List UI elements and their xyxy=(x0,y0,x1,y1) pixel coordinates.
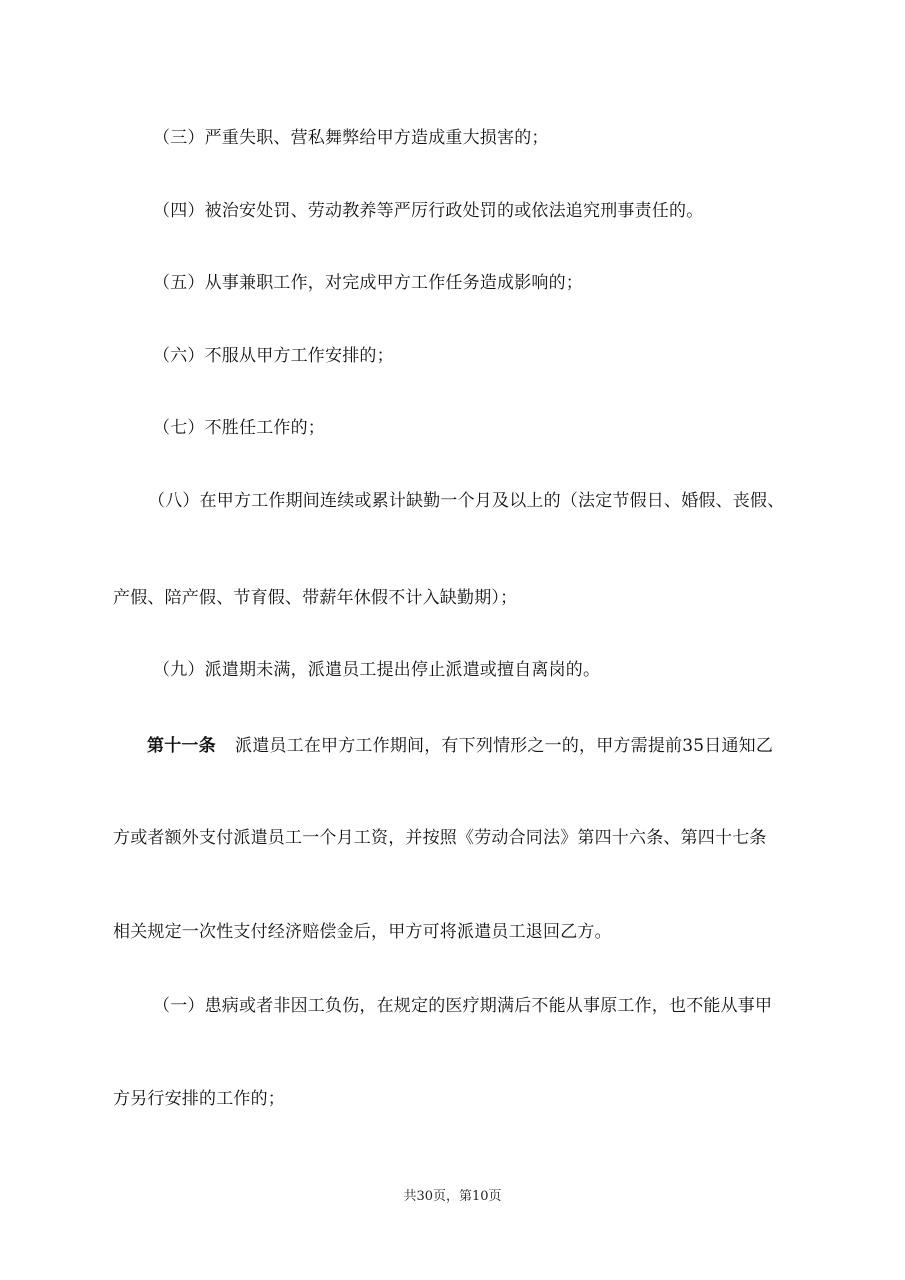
list-item-5: （五）从事兼职工作，对完成甲方工作任务造成影响的； xyxy=(153,273,583,293)
list-item-4: （四）被治安处罚、劳动教养等严厉行政处罚的或依法追究刑事责任的。 xyxy=(153,201,704,221)
list-item-9: （九）派遣期未满，派遣员工提出停止派遣或擅自离岗的。 xyxy=(153,660,601,680)
list-item-3: （三）严重失职、营私舞弊给甲方造成重大损害的； xyxy=(153,128,549,148)
page-number: 共30页，第10页 xyxy=(403,1189,502,1204)
article-heading: 第十一条 xyxy=(147,736,216,756)
list-item-8-line-2: 产假、陪产假、节育假、带薪年休假不计入缺勤期）； xyxy=(113,588,518,608)
list-item-7: （七）不胜任工作的； xyxy=(153,418,325,438)
article-11-line-3: 相关规定一次性支付经济赔偿金后，甲方可将派遣员工退回乙方。 xyxy=(113,922,612,942)
article-11-line-1 xyxy=(147,734,773,758)
article-11-text: 派遣员工在甲方工作期间，有下列情形之一的，甲方需提前35日通知乙 xyxy=(235,736,774,756)
list-item-6: （六）不服从甲方工作安排的； xyxy=(153,346,394,366)
sub-item-1-line-2: 方另行安排的工作的； xyxy=(113,1089,285,1109)
list-item-8-line-1: （八）在甲方工作期间连续或累计缺勤一个月及以上的（法定节假日、婚假、丧假、 xyxy=(148,491,785,511)
article-11-line-2: 方或者额外支付派遣员工一个月工资，并按照《劳动合同法》第四十六条、第四十七条 xyxy=(113,828,767,848)
sub-item-1-line-1: （一）患病或者非因工负伤，在规定的医疗期满后不能从事原工作，也不能从事甲 xyxy=(153,996,773,1016)
